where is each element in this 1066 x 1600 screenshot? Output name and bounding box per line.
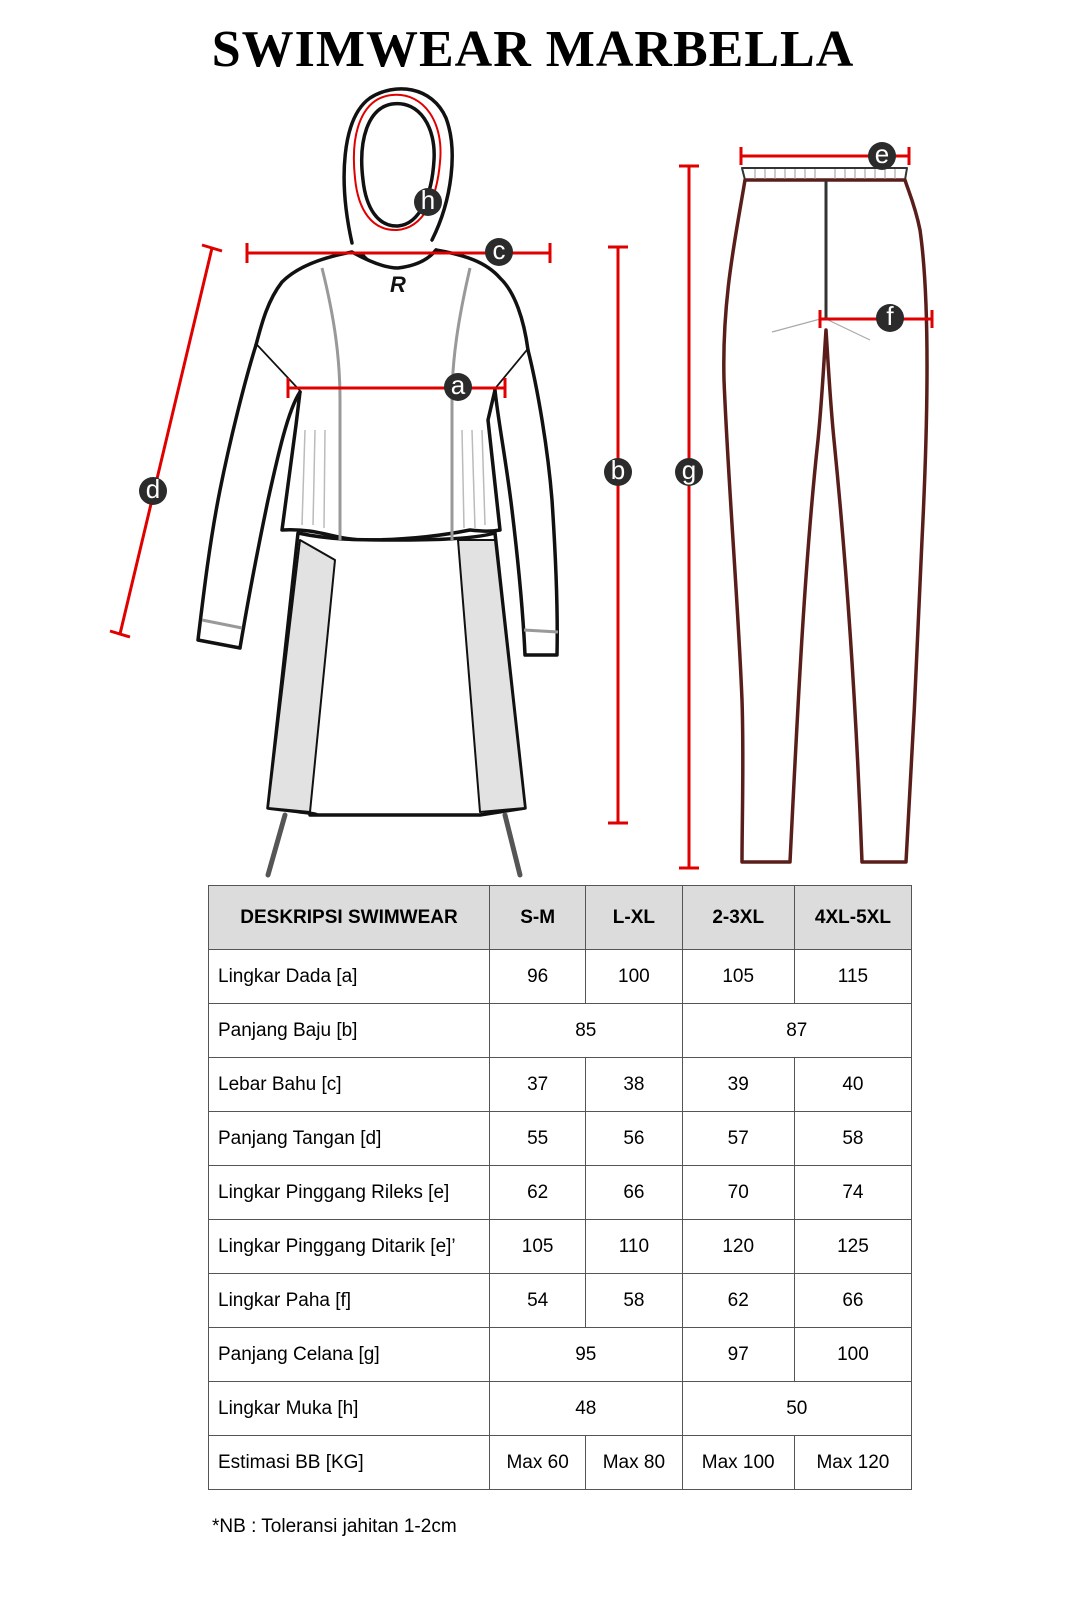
cell-value: 39 (682, 1058, 794, 1112)
cell-value: 105 (490, 1220, 586, 1274)
row-label: Panjang Baju [b] (209, 1004, 490, 1058)
table-row (209, 1328, 912, 1382)
cell-value: 105 (682, 950, 794, 1004)
cell-value: Max 60 (490, 1436, 586, 1490)
table-row (209, 1058, 912, 1112)
table-row (209, 1112, 912, 1166)
svg-text:b: b (610, 455, 626, 485)
row-label: Lebar Bahu [c] (209, 1058, 490, 1112)
cell-value: 96 (490, 950, 586, 1004)
svg-text:c: c (492, 235, 506, 265)
svg-text:g: g (681, 455, 697, 485)
size-chart-table (208, 885, 912, 1490)
row-label: Lingkar Pinggang Ditarik [e]’ (209, 1220, 490, 1274)
cell-value: Max 80 (586, 1436, 682, 1490)
table-row (209, 1004, 912, 1058)
table-row (209, 1220, 912, 1274)
cell-value: 74 (794, 1166, 911, 1220)
cell-value: 62 (682, 1274, 794, 1328)
header-description: DESKRIPSI SWIMWEAR (209, 886, 490, 950)
label-badge-e (868, 139, 896, 170)
cell-value: 55 (490, 1112, 586, 1166)
label-badge-d (139, 474, 167, 505)
pants-drawing (724, 168, 927, 862)
svg-text:f: f (886, 301, 894, 331)
cell-value: 100 (794, 1328, 911, 1382)
left-leg-line (268, 815, 285, 875)
right-cuff (524, 630, 558, 632)
svg-text:a: a (450, 370, 466, 400)
cell-value: 62 (490, 1166, 586, 1220)
header-size: 4XL-5XL (794, 886, 911, 950)
cell-value: 56 (586, 1112, 682, 1166)
right-leg-line (505, 815, 520, 875)
label-badge-b (604, 455, 632, 486)
header-size: 2-3XL (682, 886, 794, 950)
cell-value: Max 120 (794, 1436, 911, 1490)
tunic-drawing (198, 89, 557, 875)
cell-value: 50 (682, 1382, 911, 1436)
cell-value: 38 (586, 1058, 682, 1112)
cell-value: 58 (586, 1274, 682, 1328)
row-label: Lingkar Muka [h] (209, 1382, 490, 1436)
svg-text:h: h (420, 185, 436, 215)
table-row (209, 1274, 912, 1328)
cell-value: 85 (490, 1004, 683, 1058)
table-row (209, 1166, 912, 1220)
label-badge-g (675, 455, 703, 486)
table-row (209, 950, 912, 1004)
table-header-row (209, 886, 912, 950)
cell-value: 48 (490, 1382, 683, 1436)
cell-value: Max 100 (682, 1436, 794, 1490)
cell-value: 58 (794, 1112, 911, 1166)
cell-value: 54 (490, 1274, 586, 1328)
cell-value: 120 (682, 1220, 794, 1274)
tolerance-note: *NB : Toleransi jahitan 1-2cm (212, 1516, 457, 1537)
row-label: Lingkar Paha [f] (209, 1274, 490, 1328)
svg-text:d: d (145, 474, 161, 504)
header-size: S-M (490, 886, 586, 950)
svg-text:e: e (874, 139, 890, 169)
cell-value: 40 (794, 1058, 911, 1112)
row-label: Lingkar Dada [a] (209, 950, 490, 1004)
cell-value: 87 (682, 1004, 911, 1058)
row-label: Panjang Tangan [d] (209, 1112, 490, 1166)
cell-value: 115 (794, 950, 911, 1004)
row-label: Panjang Celana [g] (209, 1328, 490, 1382)
row-label: Lingkar Pinggang Rileks [e] (209, 1166, 490, 1220)
row-label: Estimasi BB [KG] (209, 1436, 490, 1490)
cell-value: 70 (682, 1166, 794, 1220)
measure-line-d (120, 248, 212, 634)
cell-value: 37 (490, 1058, 586, 1112)
cell-value: 110 (586, 1220, 682, 1274)
header-size: L-XL (586, 886, 682, 950)
cell-value: 95 (490, 1328, 683, 1382)
table-row (209, 1436, 912, 1490)
cell-value: 66 (586, 1166, 682, 1220)
cell-value: 57 (682, 1112, 794, 1166)
cell-value: 125 (794, 1220, 911, 1274)
cell-value: 100 (586, 950, 682, 1004)
cell-value: 66 (794, 1274, 911, 1328)
brand-logo: R (390, 272, 406, 297)
table-row (209, 1382, 912, 1436)
page-title: SWIMWEAR MARBELLA (211, 21, 855, 78)
label-badge-c (485, 235, 513, 266)
left-sleeve (198, 345, 300, 648)
cell-value: 97 (682, 1328, 794, 1382)
